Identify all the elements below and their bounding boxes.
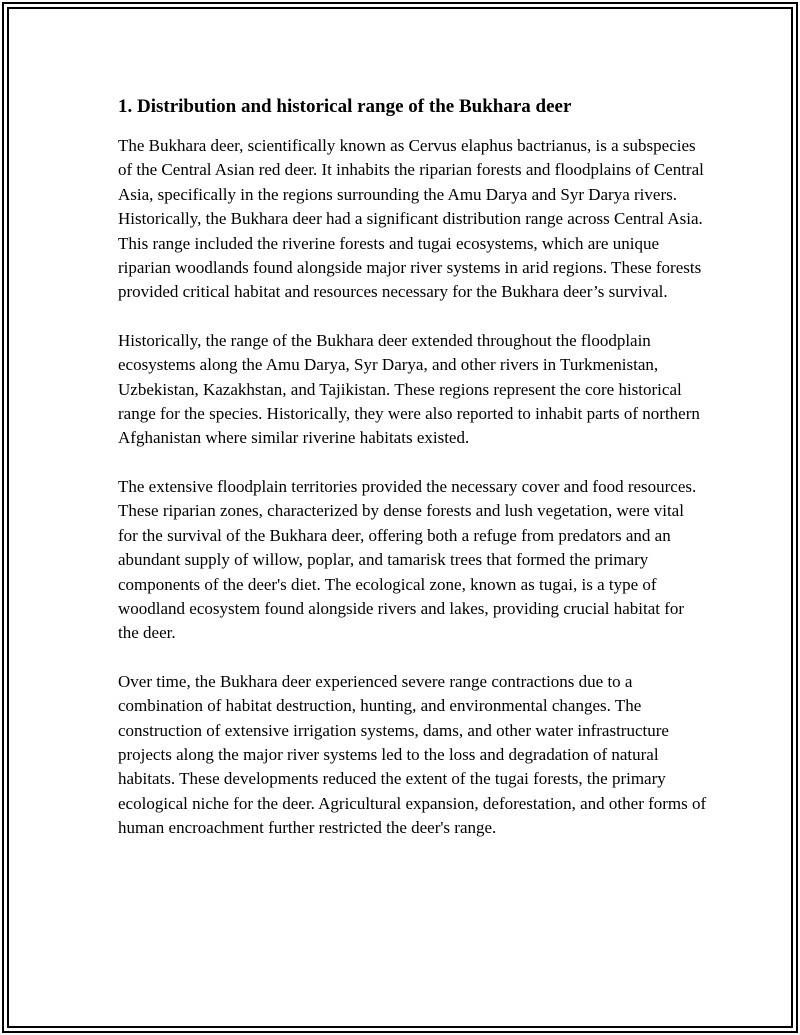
paragraph: Historically, the range of the Bukhara deer extended throughout the floodplain ecosystems along the Amu Darya, Syr Darya, and other rivers in Turkmenistan, Uzbekistan, Kazakhstan, and Tajikistan. These regions represent the core historical range for the species. Historically, they were also reported to inhabit parts of northern Afghanistan where similar riverine habitats existed. bbox=[118, 330, 700, 448]
document-body bbox=[118, 94, 708, 865]
paragraph: The extensive floodplain territories provided the necessary cover and food resources. These riparian zones, characterized by dense forests and lush vegetation, were vital for the survival of the Bukhara deer, offering both a refuge from predators and an abundant supply of willow, poplar, and tamarisk trees that formed the primary components of the deer's diet. The ecological zone, known as tugai, is a type of woodland ecosystem found alongside rivers and lakes, providing crucial habitat for the deer. bbox=[118, 476, 697, 643]
paragraph: The Bukhara deer, scientifically known as Cervus elaphus bactrianus, is a subspecies of the Central Asian red deer. It inhabits the riparian forests and floodplains of Central Asia, specifically in the regions surrounding the Amu Darya and Syr Darya rivers. Historically, the Bukhara deer had a significant distribution range across Central Asia. This range included the riverine forests and tugai ecosystems, which are unique riparian woodlands found alongside major river systems in arid regions. These forests provided critical habitat and resources necessary for the Bukhara deer’s survival. bbox=[118, 136, 704, 302]
section-heading: 1. Distribution and historical range of the Bukhara deer bbox=[118, 96, 572, 117]
paragraph: Over time, the Bukhara deer experienced severe range contractions due to a combination of habitat destruction, hunting, and environmental changes. The construction of extensive irrigation systems, dams, and other water infrastructure projects along the major river systems led to the loss and degradation of natural habitats. These developments reduced the extent of the tugai forests, the primary ecological niche for the deer. Agricultural expansion, deforestation, and other forms of human encroachment further restricted the deer's range. bbox=[118, 671, 707, 838]
